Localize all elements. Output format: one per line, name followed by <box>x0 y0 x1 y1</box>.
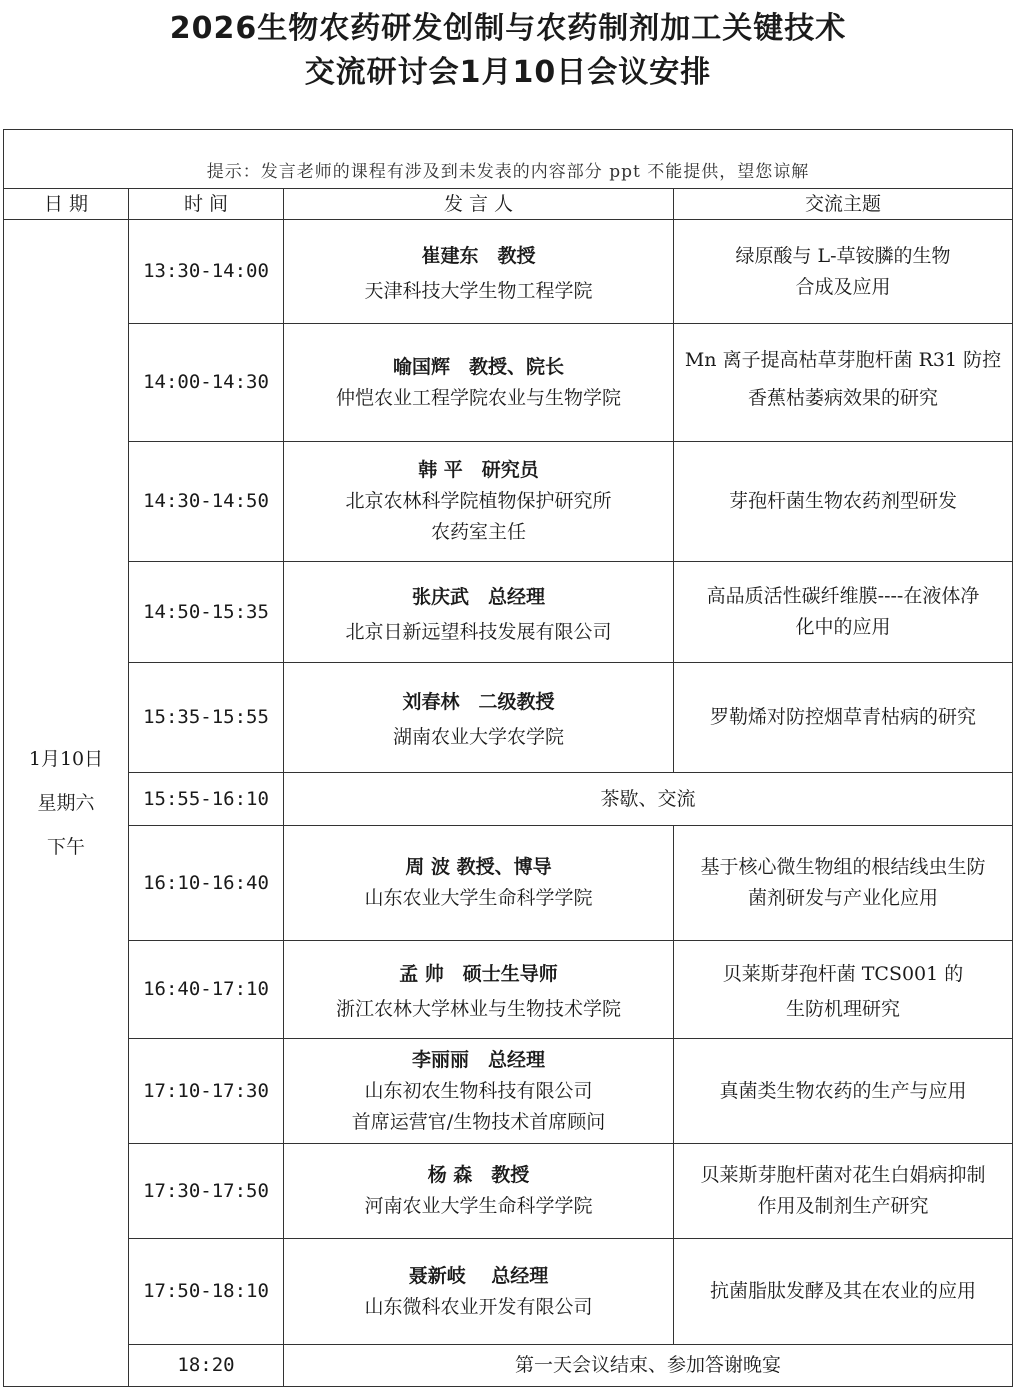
time-cell: 14:50-15:35 <box>129 562 284 663</box>
topic-text: Mn 离子提高枯草芽胞杆菌 R31 防控 <box>684 349 1002 371</box>
time-cell: 17:10-17:30 <box>129 1039 284 1144</box>
topic-text: 基于核心微生物组的根结线虫生防 <box>700 856 986 878</box>
topic-cell <box>674 324 1013 442</box>
speaker-role: 农药室主任 <box>430 521 526 543</box>
topic-text: 贝莱斯芽胞杆菌对花生白娟病抑制 <box>700 1164 986 1186</box>
time-cell: 14:00-14:30 <box>129 324 284 442</box>
topic-cell <box>674 826 1013 941</box>
topic-cell <box>674 1144 1013 1239</box>
table-row <box>4 663 1013 773</box>
topic-text: 真菌类生物农药的生产与应用 <box>719 1079 967 1102</box>
note-spacer-row <box>4 130 1013 158</box>
speaker-cell <box>284 826 674 941</box>
table-row <box>4 562 1013 663</box>
topic-cell <box>674 442 1013 562</box>
speaker-org: 山东微科农业开发有限公司 <box>364 1295 593 1318</box>
table-row <box>4 1144 1013 1239</box>
break-row <box>4 773 1013 826</box>
speaker-cell <box>284 442 674 562</box>
speaker-cell <box>284 941 674 1039</box>
topic-text-cont: 合成及应用 <box>795 275 891 298</box>
topic-cell <box>674 663 1013 773</box>
closing-time: 18:20 <box>129 1345 284 1387</box>
table-row <box>4 442 1013 562</box>
speaker-org: 山东初农生物科技有限公司 <box>364 1079 593 1102</box>
topic-text-cont: 生防机理研究 <box>785 998 900 1020</box>
table-row <box>4 941 1013 1039</box>
topic-text-cont: 香蕉枯萎病效果的研究 <box>747 387 938 409</box>
closing-row <box>4 1345 1013 1387</box>
table-row <box>4 826 1013 941</box>
table-row <box>4 220 1013 324</box>
time-cell: 15:35-15:55 <box>129 663 284 773</box>
period-label: 下午 <box>46 836 85 858</box>
speaker-name: 张庆武 总经理 <box>411 585 545 608</box>
date-cell <box>4 220 129 1387</box>
speaker-name: 崔建东 教授 <box>421 245 536 267</box>
speaker-name: 刘春林 二级教授 <box>402 691 555 713</box>
topic-cell <box>674 562 1013 663</box>
speaker-org: 北京农林科学院植物保护研究所 <box>345 490 612 512</box>
speaker-org: 湖南农业大学农学院 <box>392 726 564 748</box>
speaker-org: 河南农业大学生命科学学院 <box>364 1195 593 1217</box>
page-title-line2: 交流研讨会1月10日会议安排 <box>304 55 712 90</box>
speaker-name: 喻国辉 教授、院长 <box>392 355 564 378</box>
closing-label: 第一天会议结束、参加答谢晚宴 <box>284 1345 1013 1387</box>
speaker-cell <box>284 1039 674 1144</box>
time-cell: 13:30-14:00 <box>129 220 284 324</box>
table-row <box>4 1239 1013 1345</box>
header-topic: 交流主题 <box>674 189 1013 220</box>
time-cell: 17:30-17:50 <box>129 1144 284 1239</box>
topic-cell <box>674 1039 1013 1144</box>
topic-text: 芽孢杆菌生物农药剂型研发 <box>728 490 957 512</box>
speaker-org: 山东农业大学生命科学学院 <box>364 887 593 909</box>
topic-text: 抗菌脂肽发酵及其在农业的应用 <box>709 1280 976 1302</box>
speaker-org: 天津科技大学生物工程学院 <box>364 280 593 302</box>
date-label: 1月10日 <box>28 748 104 770</box>
speaker-name: 周 波 教授、博导 <box>405 856 552 878</box>
speaker-org: 仲恺农业工程学院农业与生物学院 <box>335 386 621 409</box>
topic-text: 贝莱斯芽孢杆菌 TCS001 的 <box>722 963 964 985</box>
speaker-org: 浙江农林大学林业与生物技术学院 <box>335 998 621 1020</box>
time-cell: 14:30-14:50 <box>129 442 284 562</box>
topic-text-cont: 作用及制剂生产研究 <box>757 1195 929 1217</box>
table-row <box>4 324 1013 442</box>
schedule-table <box>3 129 1013 1387</box>
break-time: 15:55-16:10 <box>129 773 284 826</box>
topic-cell <box>674 1239 1013 1345</box>
topic-text: 高品质活性碳纤维膜----在液体净 <box>706 585 980 607</box>
topic-text-cont: 化中的应用 <box>795 616 891 638</box>
topic-cell <box>674 220 1013 324</box>
time-cell: 16:40-17:10 <box>129 941 284 1039</box>
speaker-name: 韩 平 研究员 <box>418 459 539 481</box>
speaker-cell <box>284 220 674 324</box>
speaker-org: 北京日新远望科技发展有限公司 <box>345 620 612 643</box>
time-cell: 16:10-16:40 <box>129 826 284 941</box>
topic-text-cont: 菌剂研发与产业化应用 <box>747 887 938 909</box>
header-speaker: 发 言 人 <box>284 189 674 220</box>
table-row <box>4 1039 1013 1144</box>
page-title-line1: 2026生物农药研发创制与农药制剂加工关键技术 <box>169 11 847 46</box>
notice-text: 提示：发言老师的课程有涉及到未发表的内容部分 ppt 不能提供，望您谅解 <box>4 157 1013 189</box>
speaker-cell <box>284 1144 674 1239</box>
speaker-cell <box>284 562 674 663</box>
time-cell: 17:50-18:10 <box>129 1239 284 1345</box>
header-time: 时 间 <box>129 189 284 220</box>
header-row <box>4 189 1013 220</box>
note-row <box>4 157 1013 189</box>
break-label: 茶歇、交流 <box>284 773 1013 826</box>
speaker-role: 首席运营官/生物技术首席顾问 <box>351 1110 606 1133</box>
speaker-cell <box>284 1239 674 1345</box>
topic-text: 罗勒烯对防控烟草青枯病的研究 <box>709 706 976 728</box>
speaker-name: 杨 森 教授 <box>427 1164 530 1186</box>
speaker-name: 孟 帅 硕士生导师 <box>399 963 558 985</box>
speaker-name: 李丽丽 总经理 <box>411 1048 545 1071</box>
weekday-label: 星期六 <box>37 792 95 814</box>
speaker-cell <box>284 324 674 442</box>
speaker-name: 聂新岐 总经理 <box>408 1264 549 1287</box>
header-date: 日 期 <box>4 189 129 220</box>
speaker-cell <box>284 663 674 773</box>
topic-text: 绿原酸与 L-草铵膦的生物 <box>735 244 951 267</box>
topic-cell <box>674 941 1013 1039</box>
